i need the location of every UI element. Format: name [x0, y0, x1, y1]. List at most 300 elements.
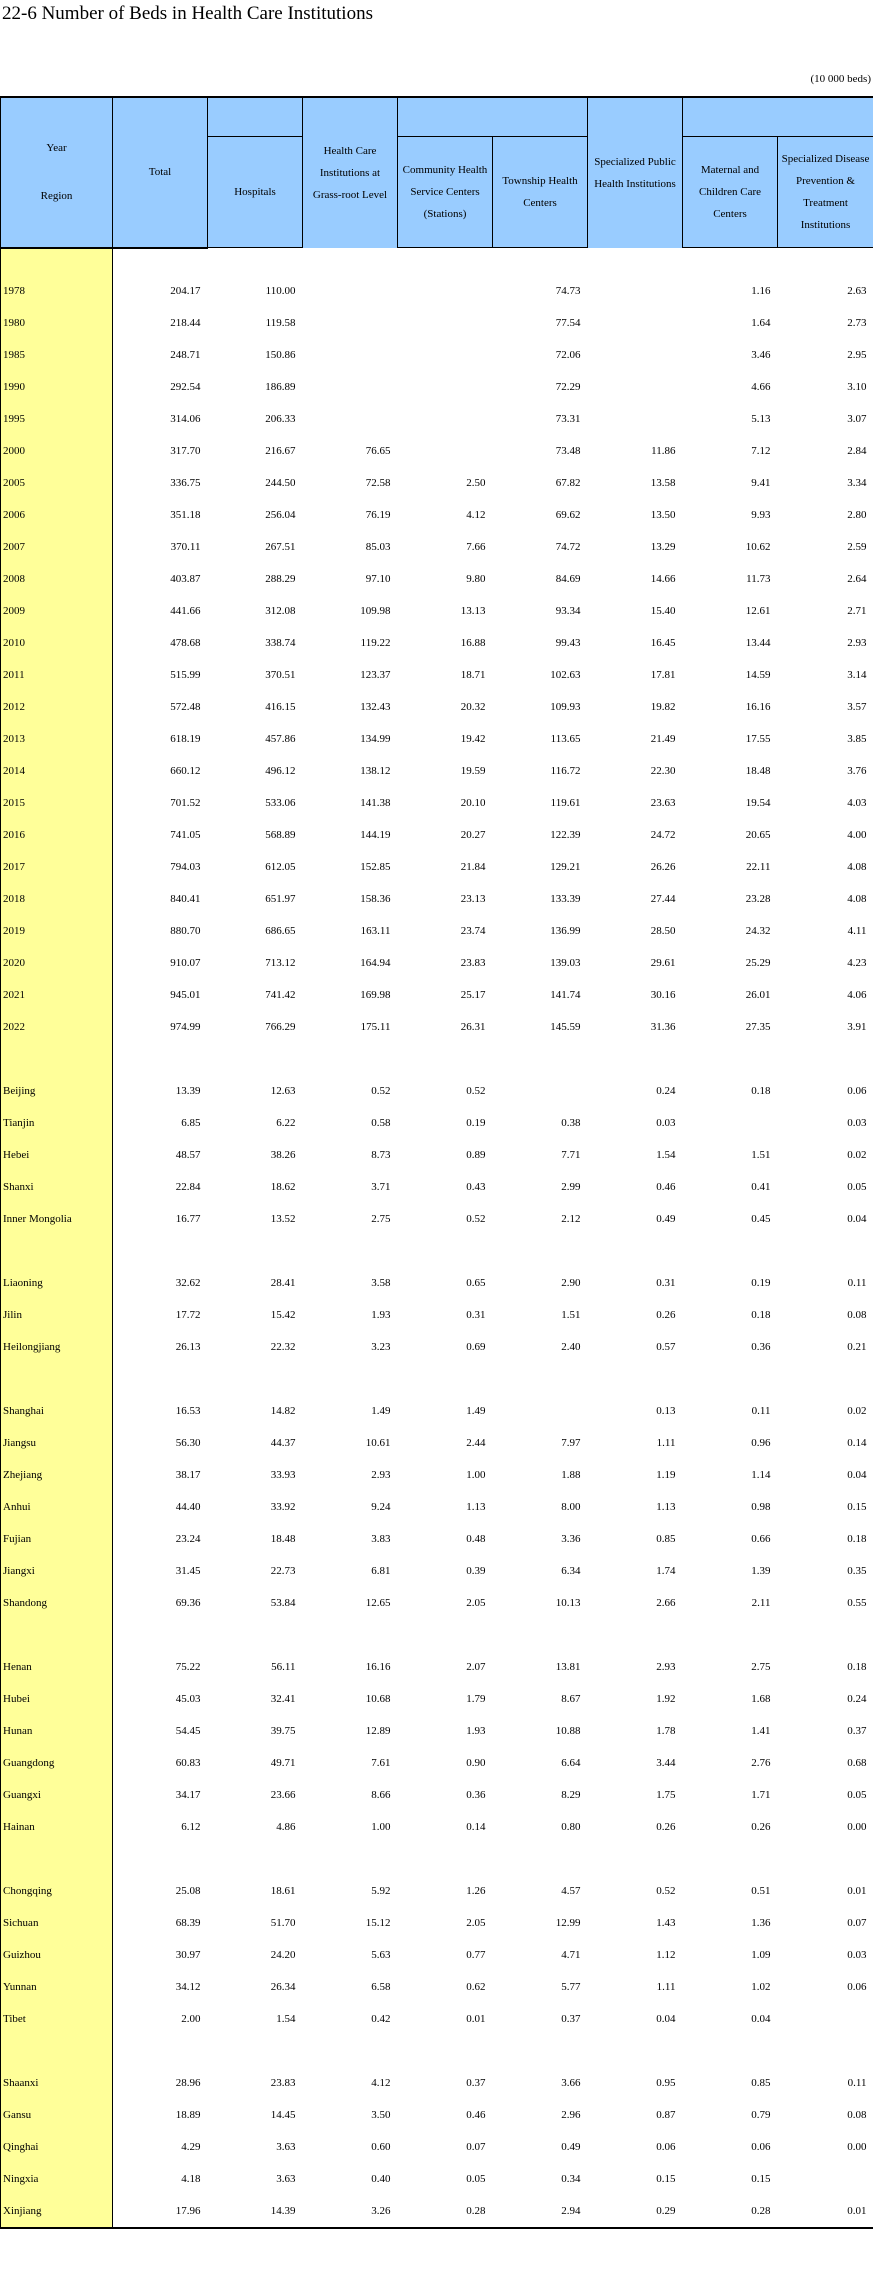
table-cell: 25.08: [175, 1884, 201, 1897]
table-cell: 5.13: [751, 412, 771, 425]
row-label: Hebei: [1, 1139, 113, 1171]
header-blank-3: [493, 97, 588, 137]
table-cell: 28.50: [650, 924, 676, 937]
table-cell: 3.63: [276, 2172, 296, 2185]
table-cell: 4.12: [371, 2076, 391, 2089]
table-cell: [398, 403, 493, 435]
table-cell: 0.52: [656, 1884, 676, 1897]
spacer-cell: [208, 248, 303, 275]
spacer-cell: [778, 1235, 873, 1267]
row-label: Fujian: [1, 1523, 113, 1555]
table-cell: 2.99: [561, 1180, 581, 1193]
table-cell: 56.11: [271, 1660, 296, 1673]
table-cell: 6.58: [371, 1980, 391, 1993]
table-cell: 3.57: [847, 700, 867, 713]
col-total: Total: [113, 97, 208, 248]
table-cell: 15.42: [270, 1308, 296, 1321]
spacer-cell: [588, 1235, 683, 1267]
table-cell: 267.51: [265, 540, 296, 553]
table-cell: 2.00: [181, 2012, 201, 2025]
unit-label: (10 000 beds): [810, 73, 871, 85]
table-cell: 0.66: [751, 1532, 771, 1545]
row-label: 2020: [1, 947, 113, 979]
table-cell: 4.08: [847, 860, 867, 873]
table-cell: 0.05: [847, 1788, 867, 1801]
table-cell: [493, 1075, 588, 1107]
row-label: Anhui: [1, 1491, 113, 1523]
table-cell: 4.23: [847, 956, 867, 969]
table-cell: 1.79: [466, 1692, 486, 1705]
table-cell: 0.19: [466, 1116, 486, 1129]
table-cell: 0.35: [847, 1564, 867, 1577]
table-cell: 74.72: [555, 540, 581, 553]
spacer-cell: [208, 1235, 303, 1267]
table-title: 22-6 Number of Beds in Health Care Institutions: [2, 3, 373, 24]
table-cell: 1.93: [371, 1308, 391, 1321]
spacer-cell: [398, 1619, 493, 1651]
table-row: [1, 1075, 873, 1107]
table-cell: 110.00: [265, 284, 296, 297]
table-cell: 9.93: [751, 508, 771, 521]
table-cell: 21.84: [460, 860, 486, 873]
table-cell: [683, 1107, 778, 1139]
table-cell: 0.24: [847, 1692, 867, 1705]
table-cell: 478.68: [170, 636, 201, 649]
table-cell: 22.32: [270, 1340, 296, 1353]
table-cell: 2.75: [751, 1660, 771, 1673]
table-cell: 0.90: [466, 1756, 486, 1769]
table-cell: 1.43: [656, 1916, 676, 1929]
table-cell: 2.63: [847, 284, 867, 297]
table-cell: 1.74: [656, 1564, 676, 1577]
table-cell: 2.76: [751, 1756, 771, 1769]
table-cell: 16.77: [175, 1212, 201, 1225]
spacer-cell: [493, 1843, 588, 1875]
spacer-cell: [208, 1043, 303, 1075]
col-community: Community Health Service Centers (Stations): [398, 137, 493, 248]
table-cell: 12.89: [365, 1724, 391, 1737]
table-cell: 10.88: [555, 1724, 581, 1737]
table-cell: 0.98: [751, 1500, 771, 1513]
table-cell: 0.52: [466, 1084, 486, 1097]
row-label: Guizhou: [1, 1939, 113, 1971]
row-label: Liaoning: [1, 1267, 113, 1299]
table-cell: 13.39: [175, 1084, 201, 1097]
row-label: Qinghai: [1, 2131, 113, 2163]
table-cell: [588, 403, 683, 435]
table-cell: 1.00: [371, 1820, 391, 1833]
table-cell: 26.31: [460, 1020, 486, 1033]
table-cell: 2.44: [466, 1436, 486, 1449]
table-cell: 2.84: [847, 444, 867, 457]
table-cell: 0.34: [561, 2172, 581, 2185]
table-cell: 27.44: [650, 892, 676, 905]
table-cell: 163.11: [360, 924, 391, 937]
table-cell: 24.72: [650, 828, 676, 841]
table-row: [1, 435, 873, 467]
table-row: [1, 1651, 873, 1683]
table-cell: 123.37: [360, 668, 391, 681]
table-row: [1, 1171, 873, 1203]
table-cell: 1.26: [466, 1884, 486, 1897]
row-label: 2012: [1, 691, 113, 723]
table-cell: 0.49: [561, 2140, 581, 2153]
table-cell: 0.42: [371, 2012, 391, 2025]
table-cell: 572.48: [170, 700, 201, 713]
table-cell: 0.28: [398, 2195, 493, 2228]
table-row: [1, 1715, 873, 1747]
table-cell: 2.90: [561, 1276, 581, 1289]
table-cell: 0.49: [656, 1212, 676, 1225]
table-cell: 312.08: [265, 604, 296, 617]
table-cell: 3.50: [371, 2108, 391, 2121]
table-cell: 49.71: [270, 1756, 296, 1769]
table-row: [1, 1267, 873, 1299]
table-cell: 2.93: [371, 1468, 391, 1481]
table-cell: 0.26: [656, 1820, 676, 1833]
table-cell: 8.73: [371, 1148, 391, 1161]
table-cell: 136.99: [550, 924, 581, 937]
table-cell: 109.98: [360, 604, 391, 617]
spacer-cell: [303, 248, 398, 275]
spacer-cell: [1, 1843, 113, 1875]
table-cell: 15.12: [365, 1916, 391, 1929]
table-cell: 244.50: [265, 476, 296, 489]
table-cell: 317.70: [170, 444, 201, 457]
table-cell: 370.11: [170, 540, 201, 553]
row-label: Guangxi: [1, 1779, 113, 1811]
table-row: [1, 275, 873, 307]
row-label: Jilin: [1, 1299, 113, 1331]
table-row: [1, 819, 873, 851]
row-label: 2010: [1, 627, 113, 659]
table-cell: 14.59: [745, 668, 771, 681]
table-cell: 4.18: [181, 2172, 201, 2185]
table-cell: 0.46: [466, 2108, 486, 2121]
table-row: [1, 307, 873, 339]
col-public: Specialized Public Health Institutions: [588, 97, 683, 248]
table-cell: 0.01: [466, 2012, 486, 2025]
spacer-row: [1, 1235, 873, 1267]
row-label: 2016: [1, 819, 113, 851]
table-row: [1, 1779, 873, 1811]
table-cell: 12.65: [365, 1596, 391, 1609]
table-cell: 97.10: [365, 572, 391, 585]
table-row: [1, 2067, 873, 2099]
table-row: [1, 1939, 873, 1971]
table-cell: 7.61: [371, 1756, 391, 1769]
table-cell: 0.77: [466, 1948, 486, 1961]
spacer-cell: [588, 1363, 683, 1395]
table-row: [1, 787, 873, 819]
table-cell: 8.29: [561, 1788, 581, 1801]
table-cell: 515.99: [170, 668, 201, 681]
stub-region-label: Region: [40, 190, 73, 203]
table-cell: 3.91: [847, 1020, 867, 1033]
table-cell: 13.29: [650, 540, 676, 553]
spacer-cell: [303, 1043, 398, 1075]
table-cell: 13.58: [650, 476, 676, 489]
row-label: 1995: [1, 403, 113, 435]
table-cell: 1.64: [751, 316, 771, 329]
table-cell: 0.58: [371, 1116, 391, 1129]
table-cell: 38.17: [175, 1468, 201, 1481]
table-cell: 4.71: [561, 1948, 581, 1961]
table-cell: 3.26: [303, 2195, 398, 2228]
table-cell: 0.04: [751, 2012, 771, 2025]
table-cell: 16.88: [460, 636, 486, 649]
table-row: [1, 723, 873, 755]
spacer-cell: [778, 2035, 873, 2067]
table-cell: 4.12: [466, 508, 486, 521]
spacer-cell: [208, 2035, 303, 2067]
spacer-cell: [493, 1043, 588, 1075]
table-cell: 4.86: [276, 1820, 296, 1833]
table-cell: 17.72: [175, 1308, 201, 1321]
spacer-cell: [1, 1363, 113, 1395]
spacer-cell: [683, 1619, 778, 1651]
header-blank-4: [683, 97, 778, 137]
spacer-cell: [683, 1043, 778, 1075]
spacer-cell: [113, 2035, 208, 2067]
table-row: [1, 339, 873, 371]
table-cell: 30.97: [175, 1948, 201, 1961]
table-cell: 1.11: [656, 1980, 676, 1993]
table-cell: 1.13: [466, 1500, 486, 1513]
table-cell: 19.54: [745, 796, 771, 809]
table-row: [1, 1011, 873, 1043]
table-cell: [588, 371, 683, 403]
table-cell: 2.12: [561, 1212, 581, 1225]
table-cell: 660.12: [170, 764, 201, 777]
table-cell: 0.85: [656, 1532, 676, 1545]
table-cell: 0.00: [847, 1820, 867, 1833]
table-cell: 1.09: [751, 1948, 771, 1961]
table-body: [1, 248, 873, 2228]
table-cell: 116.72: [550, 764, 581, 777]
table-cell: 132.43: [360, 700, 391, 713]
table-cell: 2.75: [371, 1212, 391, 1225]
table-cell: 0.36: [751, 1340, 771, 1353]
table-row: [1, 1139, 873, 1171]
table-cell: 10.13: [555, 1596, 581, 1609]
table-cell: 351.18: [170, 508, 201, 521]
table-cell: 651.97: [265, 892, 296, 905]
table-cell: 1.93: [466, 1724, 486, 1737]
table-cell: 1.54: [656, 1148, 676, 1161]
table-cell: 18.61: [270, 1884, 296, 1897]
table-cell: 974.99: [170, 1020, 201, 1033]
spacer-cell: [683, 1363, 778, 1395]
table-header: [1, 97, 873, 248]
row-label: 2011: [1, 659, 113, 691]
table-cell: 16.53: [175, 1404, 201, 1417]
table-cell: 29.61: [650, 956, 676, 969]
table-cell: 0.04: [656, 2012, 676, 2025]
table-cell: 1.19: [656, 1468, 676, 1481]
table-cell: 8.67: [561, 1692, 581, 1705]
table-cell: 3.46: [751, 348, 771, 361]
table-cell: 0.45: [751, 1212, 771, 1225]
table-cell: [303, 339, 398, 371]
table-cell: 99.43: [555, 636, 581, 649]
table-cell: 18.71: [460, 668, 486, 681]
table-cell: 38.26: [270, 1148, 296, 1161]
table-cell: 288.29: [265, 572, 296, 585]
table-cell: 23.83: [460, 956, 486, 969]
table-cell: 23.83: [270, 2076, 296, 2089]
table-cell: 0.41: [751, 1180, 771, 1193]
table-cell: 0.06: [656, 2140, 676, 2153]
table-cell: 13.81: [555, 1660, 581, 1673]
table-cell: 314.06: [170, 412, 201, 425]
table-cell: 0.02: [847, 1148, 867, 1161]
table-cell: 0.26: [656, 1308, 676, 1321]
table-cell: 74.73: [555, 284, 581, 297]
col-hospitals: Hospitals: [208, 137, 303, 248]
table-cell: 1.11: [656, 1436, 676, 1449]
table-cell: 119.22: [360, 636, 391, 649]
row-label: 2019: [1, 915, 113, 947]
row-label: Jiangxi: [1, 1555, 113, 1587]
table-cell: 175.11: [360, 1020, 391, 1033]
table-cell: 1.78: [656, 1724, 676, 1737]
table-cell: 22.84: [175, 1180, 201, 1193]
table-cell: 1.88: [561, 1468, 581, 1481]
table-row: [1, 691, 873, 723]
table-cell: 0.79: [751, 2108, 771, 2121]
table-cell: 8.00: [561, 1500, 581, 1513]
spacer-cell: [778, 1843, 873, 1875]
table-cell: 0.15: [751, 2172, 771, 2185]
row-label: 2017: [1, 851, 113, 883]
table-cell: 0.68: [847, 1756, 867, 1769]
table-cell: 3.44: [656, 1756, 676, 1769]
table-cell: 14.39: [208, 2195, 303, 2228]
table-cell: 6.34: [561, 1564, 581, 1577]
table-cell: 0.31: [466, 1308, 486, 1321]
table-cell: [588, 307, 683, 339]
table-cell: 23.66: [270, 1788, 296, 1801]
spacer-cell: [1, 1619, 113, 1651]
table-cell: 457.86: [265, 732, 296, 745]
header-blank-2: [398, 97, 493, 137]
table-cell: 2.93: [656, 1660, 676, 1673]
table-cell: 0.62: [466, 1980, 486, 1993]
row-label: Jiangsu: [1, 1427, 113, 1459]
table-cell: 0.37: [466, 2076, 486, 2089]
table-cell: 2.95: [847, 348, 867, 361]
table-cell: 20.10: [460, 796, 486, 809]
table-cell: 0.18: [751, 1084, 771, 1097]
table-cell: 102.63: [550, 668, 581, 681]
table-cell: [778, 2003, 873, 2035]
spacer-cell: [398, 1235, 493, 1267]
table-cell: 169.98: [360, 988, 391, 1001]
table-cell: 6.85: [181, 1116, 201, 1129]
table-cell: 3.14: [847, 668, 867, 681]
table-cell: 12.63: [270, 1084, 296, 1097]
table-row: [1, 499, 873, 531]
row-label: Zhejiang: [1, 1459, 113, 1491]
table-cell: 1.13: [656, 1500, 676, 1513]
table-cell: 7.71: [561, 1148, 581, 1161]
table-cell: 9.80: [466, 572, 486, 585]
table-cell: 39.75: [270, 1724, 296, 1737]
table-cell: [398, 435, 493, 467]
table-cell: 0.21: [847, 1340, 867, 1353]
table-cell: 3.07: [847, 412, 867, 425]
table-cell: 24.20: [270, 1948, 296, 1961]
table-cell: 13.52: [270, 1212, 296, 1225]
table-cell: 3.71: [371, 1180, 391, 1193]
table-cell: 34.17: [175, 1788, 201, 1801]
table-cell: 5.63: [371, 1948, 391, 1961]
table-cell: 1.51: [561, 1308, 581, 1321]
table-cell: 0.28: [683, 2195, 778, 2228]
table-cell: 4.57: [561, 1884, 581, 1897]
table-cell: 0.03: [656, 1116, 676, 1129]
row-label: Hubei: [1, 1683, 113, 1715]
table-cell: 0.18: [847, 1532, 867, 1545]
table-cell: 2.73: [847, 316, 867, 329]
table-cell: 4.66: [751, 380, 771, 393]
row-label: Shaanxi: [1, 2067, 113, 2099]
table-cell: 19.42: [460, 732, 486, 745]
table-cell: 22.11: [746, 860, 771, 873]
table-cell: 20.32: [460, 700, 486, 713]
table-cell: 150.86: [265, 348, 296, 361]
table-cell: 292.54: [170, 380, 201, 393]
table-cell: 73.48: [555, 444, 581, 457]
table-cell: 85.03: [365, 540, 391, 553]
table-cell: 2.59: [847, 540, 867, 553]
table-cell: 840.41: [170, 892, 201, 905]
row-label: 2006: [1, 499, 113, 531]
col-maternal: Maternal and Children Care Centers: [683, 137, 778, 248]
table-cell: [778, 2163, 873, 2195]
row-label: Hainan: [1, 1811, 113, 1843]
table-cell: 129.21: [550, 860, 581, 873]
table-cell: 72.58: [365, 476, 391, 489]
table-cell: 139.03: [550, 956, 581, 969]
table-cell: 4.03: [847, 796, 867, 809]
table-cell: 416.15: [265, 700, 296, 713]
table-cell: [398, 307, 493, 339]
table-cell: 8.66: [371, 1788, 391, 1801]
row-label: 2021: [1, 979, 113, 1011]
table-cell: 0.03: [847, 1948, 867, 1961]
table-row: [1, 2099, 873, 2131]
table-cell: 206.33: [265, 412, 296, 425]
table-cell: 0.24: [656, 1084, 676, 1097]
table-cell: 48.57: [175, 1148, 201, 1161]
table-cell: 3.23: [371, 1340, 391, 1353]
spacer-cell: [778, 248, 873, 275]
table-cell: 14.66: [650, 572, 676, 585]
row-label: Gansu: [1, 2099, 113, 2131]
spacer-cell: [588, 2035, 683, 2067]
table-cell: 134.99: [360, 732, 391, 745]
table-cell: 16.16: [745, 700, 771, 713]
table-cell: 26.26: [650, 860, 676, 873]
table-cell: 2.50: [466, 476, 486, 489]
table-cell: 618.19: [170, 732, 201, 745]
row-label: 1980: [1, 307, 113, 339]
table-cell: 0.13: [656, 1404, 676, 1417]
spacer-cell: [113, 1619, 208, 1651]
table-cell: 0.15: [656, 2172, 676, 2185]
